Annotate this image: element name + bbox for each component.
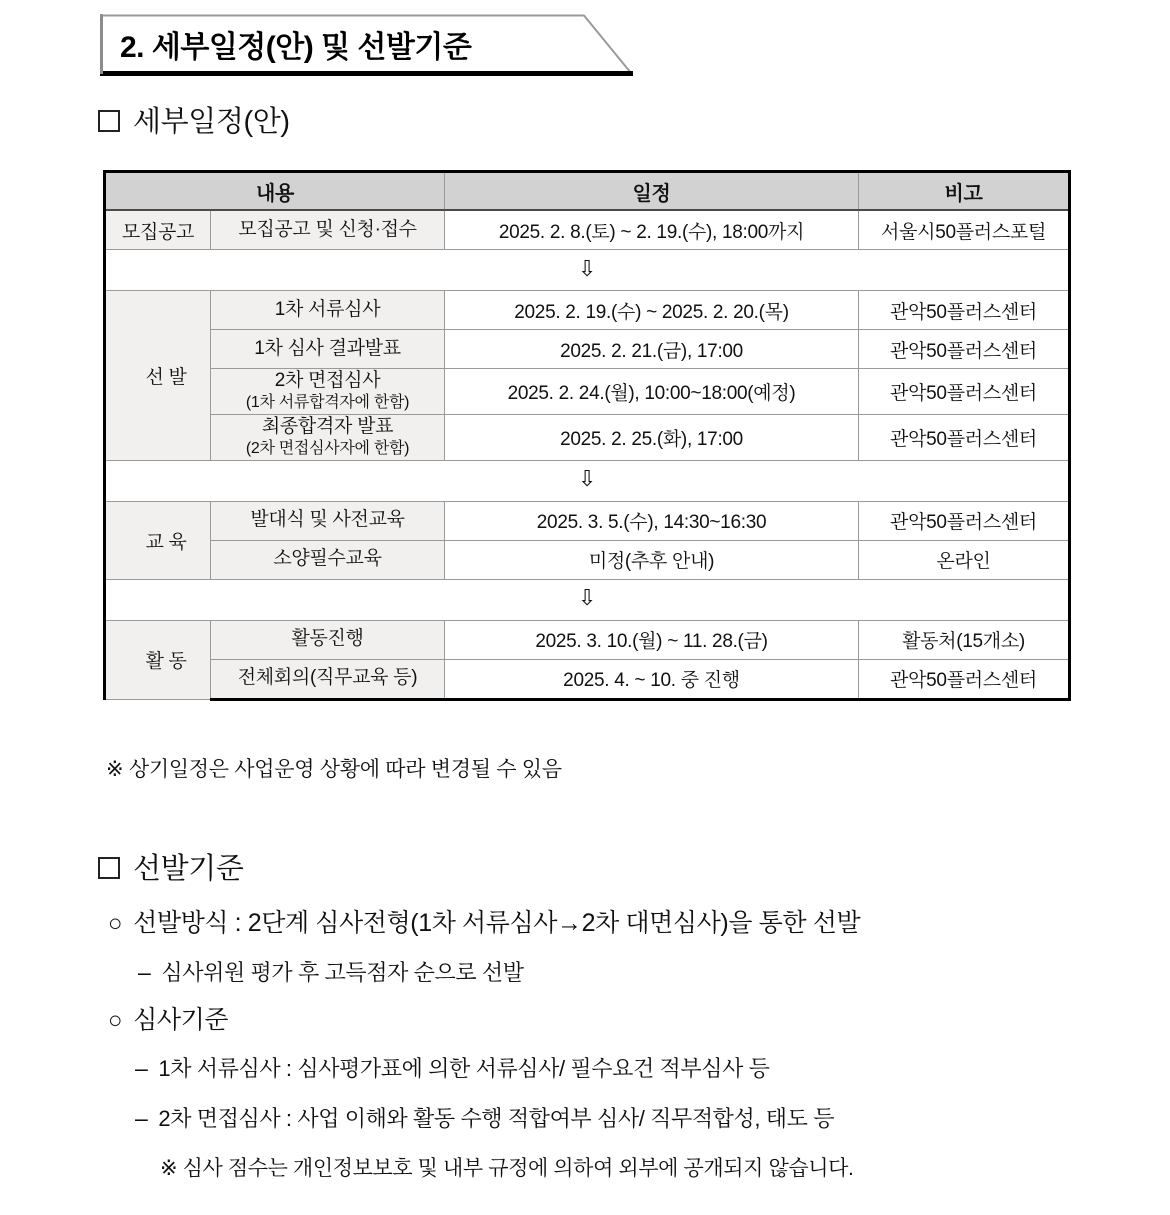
table-header-row [105, 172, 1070, 211]
heading-schedule-label: 세부일정(안) [133, 106, 290, 138]
column-header-content: 내용 [105, 172, 445, 211]
flow-arrow-cell [105, 250, 1070, 291]
flow-arrow-cell [105, 460, 1070, 501]
table-row [105, 210, 1070, 250]
task-label-text: 2차 면접심사 [274, 370, 381, 391]
remarks-cell: 활동처(15개소) [859, 620, 1070, 659]
table-header [105, 172, 1070, 211]
square-bullet-icon [98, 110, 120, 132]
heading-criteria-label: 선발기준 [133, 853, 244, 885]
table-row [105, 414, 1070, 460]
down-arrow-icon: ⇩ [577, 256, 597, 282]
criteria-interview-text: 2차 면접심사 : 사업 이해와 활동 수행 적합여부 심사/ 직무적합성, 태도 등 [158, 1106, 835, 1131]
table-body [105, 210, 1070, 699]
table-row [105, 330, 1070, 369]
schedule-cell: 2025. 2. 24.(월), 10:00~18:00(예정) [445, 369, 859, 415]
stage-cell: 선 발 [105, 291, 211, 461]
task-label-cell [211, 620, 445, 659]
criteria-document-review-text: 1차 서류심사 : 심사평가표에 의한 서류심사/ 필수요건 적부심사 등 [158, 1056, 770, 1081]
task-label-text: 소양필수교육 [273, 548, 382, 570]
circle-bullet-icon: ○ [108, 910, 123, 937]
section-banner [100, 14, 635, 76]
heading-schedule [98, 99, 290, 140]
criteria-standard-line [108, 1000, 228, 1036]
schedule-change-note: ※ 상기일정은 사업운영 상황에 따라 변경될 수 있음 [106, 758, 562, 781]
criteria-method-line [108, 903, 860, 939]
remarks-cell: 온라인 [859, 540, 1070, 579]
dash-bullet-icon: – [135, 1105, 148, 1131]
schedule-cell: 2025. 2. 8.(토) ~ 2. 19.(수), 18:00까지 [445, 210, 859, 250]
stage-cell: 활 동 [105, 620, 211, 699]
task-label-text: 1차 서류심사 [274, 298, 381, 320]
task-label-cell [211, 501, 445, 540]
page-title: 2. 세부일정(안) 및 선발기준 [120, 31, 472, 65]
task-sublabel-text: (2차 면접심사자에 한함) [245, 440, 410, 458]
schedule-cell: 2025. 2. 19.(수) ~ 2025. 2. 20.(목) [445, 291, 859, 330]
task-label-text: 활동진행 [291, 628, 364, 650]
task-label-text: 전체회의(직무교육 등) [237, 667, 418, 689]
task-label-text: 모집공고 및 신청·접수 [238, 218, 417, 240]
task-label-cell [211, 330, 445, 369]
task-label-cell [211, 659, 445, 699]
square-bullet-icon [98, 857, 120, 879]
table-row [105, 291, 1070, 330]
criteria-method-text: 선발방식 : 2단계 심사전형(1차 서류심사→2차 대면심사)을 통한 선발 [133, 909, 861, 937]
schedule-cell: 미정(추후 안내) [445, 540, 859, 579]
table-row [105, 369, 1070, 415]
criteria-document-review-line [135, 1052, 770, 1083]
task-label-text: 발대식 및 사전교육 [250, 509, 405, 531]
task-label-cell [211, 540, 445, 579]
schedule-cell: 2025. 2. 21.(금), 17:00 [445, 330, 859, 369]
flow-arrow-cell [105, 579, 1070, 620]
remarks-cell: 관악50플러스센터 [859, 659, 1070, 699]
task-label-cell [211, 369, 445, 415]
stage-cell: 교 육 [105, 501, 211, 579]
remarks-cell: 관악50플러스센터 [859, 414, 1070, 460]
task-label-text: 1차 심사 결과발표 [254, 337, 401, 359]
criteria-method-detail-text: 심사위원 평가 후 고득점자 순으로 선발 [161, 960, 524, 985]
remarks-cell: 관악50플러스센터 [859, 501, 1070, 540]
remarks-cell: 관악50플러스센터 [859, 369, 1070, 415]
schedule-cell: 2025. 2. 25.(화), 17:00 [445, 414, 859, 460]
heading-criteria [98, 846, 243, 887]
dash-bullet-icon: – [138, 959, 151, 985]
task-label-cell [211, 291, 445, 330]
task-label-cell [211, 210, 445, 250]
down-arrow-icon: ⇩ [577, 467, 597, 493]
task-label-cell [211, 414, 445, 460]
criteria-method-detail-line [138, 956, 524, 987]
schedule-cell: 2025. 3. 5.(수), 14:30~16:30 [445, 501, 859, 540]
column-header-remarks: 비고 [859, 172, 1070, 211]
remarks-cell: 관악50플러스센터 [859, 330, 1070, 369]
table-row [105, 501, 1070, 540]
task-sublabel-text: (1차 서류합격자에 한함) [245, 394, 410, 412]
table-row [105, 620, 1070, 659]
criteria-privacy-note-text: ※ 심사 점수는 개인정보보호 및 내부 규정에 의하여 외부에 공개되지 않습니다. [160, 1157, 854, 1180]
criteria-interview-line [135, 1102, 834, 1133]
table-row [105, 540, 1070, 579]
circle-bullet-icon: ○ [108, 1007, 123, 1034]
criteria-privacy-note [160, 1152, 853, 1182]
dash-bullet-icon: – [135, 1055, 148, 1081]
criteria-standard-text: 심사기준 [133, 1006, 229, 1034]
stage-cell: 모집공고 [105, 210, 211, 250]
schedule-cell: 2025. 4. ~ 10. 중 진행 [445, 659, 859, 699]
flow-arrow-row [105, 250, 1070, 291]
schedule-cell: 2025. 3. 10.(월) ~ 11. 28.(금) [445, 620, 859, 659]
remarks-cell: 서울시50플러스포털 [859, 210, 1070, 250]
flow-arrow-row [105, 579, 1070, 620]
task-label-text: 최종합격자 발표 [261, 415, 394, 437]
flow-arrow-row [105, 460, 1070, 501]
down-arrow-icon: ⇩ [577, 586, 597, 612]
column-header-schedule: 일정 [445, 172, 859, 211]
schedule-table [103, 170, 1071, 701]
remarks-cell: 관악50플러스센터 [859, 291, 1070, 330]
table-row [105, 659, 1070, 699]
